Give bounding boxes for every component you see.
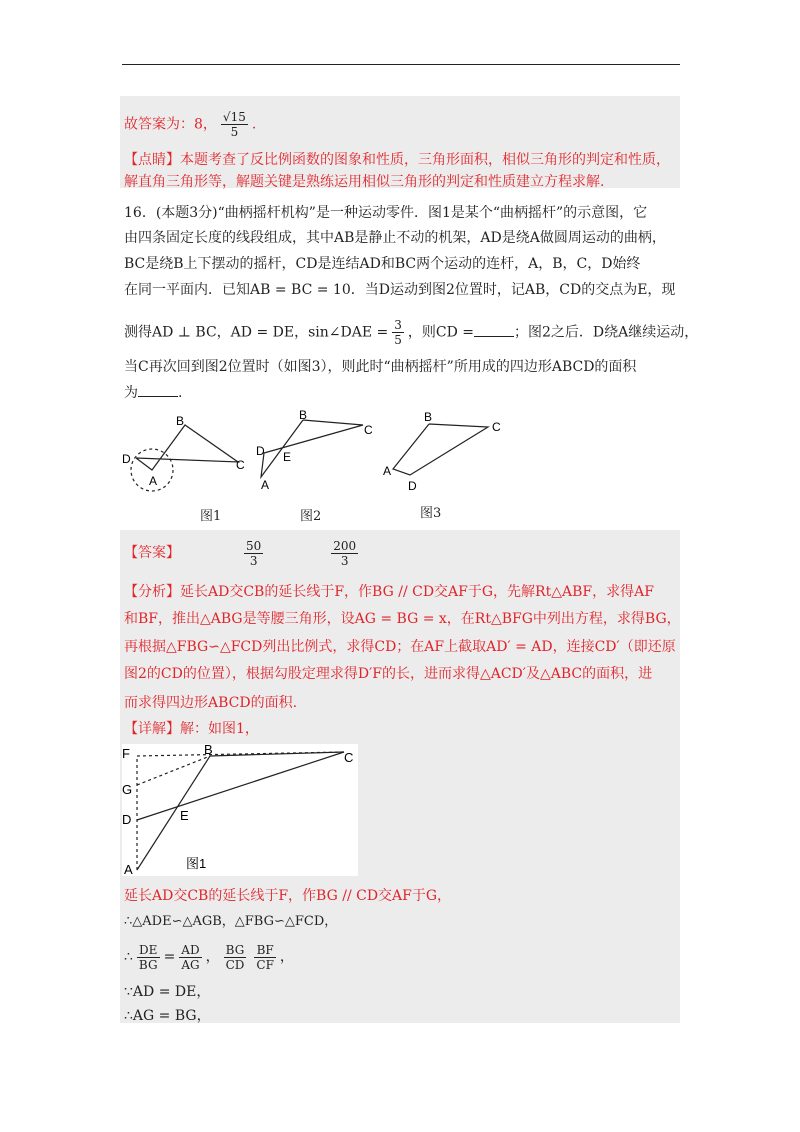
detail-label-c: C (344, 750, 354, 765)
answer-2-num: 200 (333, 538, 357, 553)
detail-step-2: ∴△ADE∽△AGB，△FBG∽△FCD， (124, 914, 338, 929)
fig1-label-b: B (176, 414, 185, 428)
answer-blank-1[interactable] (474, 336, 514, 337)
therefore-symbol: ∴ (124, 949, 133, 965)
fig1-linkage (136, 425, 238, 470)
prev-answer-label: 故答案为：8， (124, 116, 217, 133)
question-line-5 (124, 318, 698, 347)
fig2-label-e: E (283, 450, 292, 464)
comment-line-1: 【点睛】本题考查了反比例函数的图象和性质，三角形面积，相似三角形的判定和性质， (124, 152, 670, 168)
ratio-2-num: AD (181, 942, 200, 957)
answer-line (124, 538, 362, 568)
answer-label: 【答案】 (124, 545, 180, 561)
ratio-bg-cd (224, 943, 247, 972)
figure-caption-3: 图3 (420, 506, 442, 521)
answer-2 (331, 539, 358, 568)
question-line-1: 16．(本题3分)“曲柄摇杆机构”是一种运动零件．图1是某个“曲柄摇杆”的示意图，它 (124, 205, 648, 221)
question-line-7-text: 为 (124, 385, 138, 401)
question-line-5a: 测得AD ⊥ BC，AD = DE，sin∠DAE = (124, 324, 389, 341)
detail-label-e: E (180, 808, 189, 823)
figure-caption-1: 图1 (200, 509, 222, 524)
ratio-2-den: AG (181, 957, 200, 972)
analysis-line-4: 图2的CD的位置），根据勾股定理求得D′F的长，进而求得△ACD′及△ABC的面积，进 (124, 666, 653, 682)
detail-fig-caption: 图1 (186, 856, 207, 871)
sin-den: 5 (394, 333, 402, 347)
fig2-label-a: A (261, 478, 270, 492)
fig2-linkage (261, 420, 363, 477)
fig3-label-a: A (383, 464, 392, 478)
detail-step-4: ∵AD = DE， (124, 984, 211, 1000)
sin-frac (392, 318, 404, 347)
detail-label-a: A (124, 862, 133, 876)
prev-answer-num: √15 (222, 110, 246, 124)
detail-step-5: ∴AG = BG， (124, 1008, 211, 1024)
fig1-label-c: C (236, 458, 245, 472)
figure-1 (131, 425, 238, 491)
ratio-3-den: CD (225, 957, 245, 972)
answer-1 (244, 539, 263, 568)
detail-label-d: D (122, 812, 132, 827)
detail-label-g: G (122, 782, 133, 797)
fig3-quadrilateral (393, 424, 488, 475)
prev-answer-frac (221, 110, 248, 139)
detail-figure-bg (122, 744, 358, 876)
answer-blank-2[interactable] (138, 396, 178, 397)
analysis-line-3: 再根据△FBG∽△FCD列出比例式，求得CD；在AF上截取AD′ = AD，连接CD′（即还原 (124, 639, 676, 655)
question-line-5c: ；图2之后．D绕A继续运动， (513, 324, 699, 341)
question-line-7-end: . (178, 385, 183, 401)
prev-answer (124, 110, 256, 139)
fig3-label-d: D (408, 479, 417, 493)
answer-1-den: 3 (249, 553, 258, 568)
prev-answer-end: . (251, 116, 257, 133)
ratio-1-den: BG (138, 957, 158, 972)
fig1-label-a: A (149, 474, 158, 488)
question-line-6: 当C再次回到图2位置时（如图3），则此时“曲柄摇杆”所用成的四边形ABCD的面积 (124, 359, 637, 375)
fig1-label-d: D (122, 452, 131, 466)
comment-line-2: 解直角三角形等，解题关键是熟练运用相似三角形的判定和性质建立方程求解. (124, 174, 605, 190)
ratio-4-num: BF (254, 943, 276, 958)
ratio-de-bg (137, 943, 160, 972)
ratio-ad-ag (179, 943, 201, 972)
fig3-label-b: B (424, 410, 433, 424)
detail-step-3: ∴ $\frac{DE}{BG}$ = $\frac{AD}{AG}$ ， $\frac{BG}{CD}$ $\frac{BF}{CF}$ ， (124, 942, 294, 972)
detail-step-1: 延长AD交CB的延长线于F，作BG // CD交AF于G， (124, 888, 452, 904)
answer-2-den: 3 (340, 553, 349, 568)
detail-label-f: F (122, 746, 130, 761)
prev-answer-den: 5 (230, 125, 239, 139)
analysis-line-5: 而求得四边形ABCD的面积. (124, 695, 298, 711)
answer-1-num: 50 (246, 538, 262, 553)
ratio-bf-cf (254, 943, 276, 972)
question-line-4: 在同一平面内．已知AB = BC = 10．当D运动到图2位置时，记AB，CD的交点为E，现 (124, 282, 676, 298)
detail-label: 【详解】解：如图1， (124, 721, 259, 737)
analysis-line-2: 和BF，推出△ABG是等腰三角形，设AG = BG = x，在Rt△BFG中列出方程，求得BG， (124, 611, 681, 627)
ratio-3-num: BG (224, 943, 247, 958)
detail-label-b: B (204, 744, 213, 757)
sin-num: 3 (394, 318, 402, 332)
figure-caption-2: 图2 (300, 509, 322, 524)
ratio-1-num: DE (137, 943, 160, 958)
fig2-label-d: D (256, 444, 265, 458)
equals-sign: = (163, 949, 176, 965)
fig2-label-c: C (364, 423, 373, 437)
figure-3 (393, 424, 488, 475)
fig3-label-c: C (492, 420, 501, 434)
header-rule (122, 64, 680, 65)
question-line-7 (124, 383, 182, 403)
figure-2 (261, 420, 363, 477)
question-line-2: 由四条固定长度的线段组成，其中AB是静止不动的机架，AD是绕A做圆周运动的曲柄， (124, 230, 666, 246)
analysis-line-1: 【分析】延长AD交CB的延长线于F，作BG // CD交AF于G，先解Rt△ABF，求得AF (124, 584, 654, 600)
question-line-3: BC是绕B上下摆动的摇杆，CD是连结AD和BC两个运动的连杆，A，B，C，D始终 (124, 256, 641, 272)
ratio-4-den: CF (256, 957, 274, 972)
fig2-label-b: B (299, 408, 308, 422)
question-line-5b: ，则CD = (407, 324, 474, 341)
detail-figure (122, 744, 358, 876)
